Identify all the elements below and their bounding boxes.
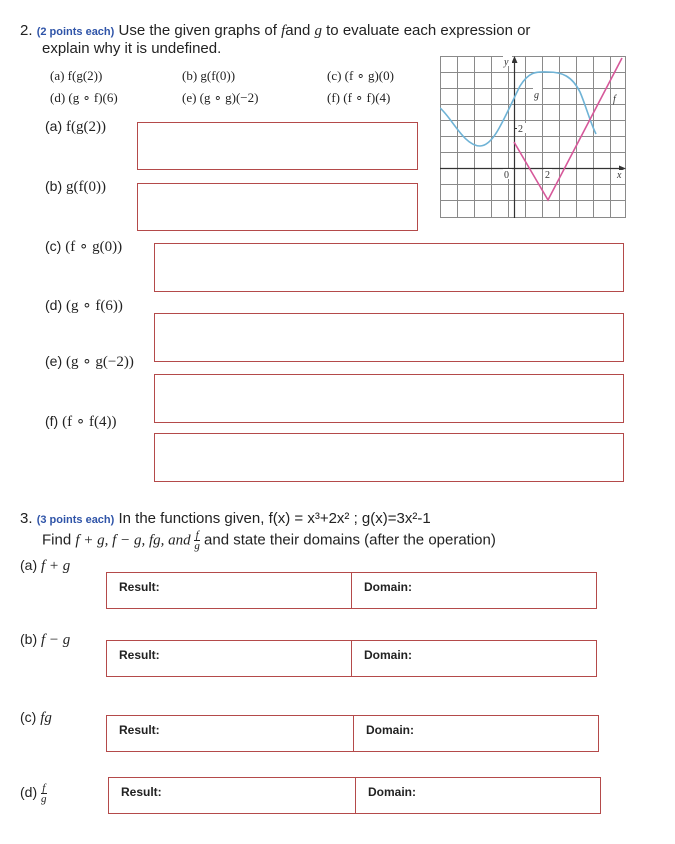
answer-d-expr: (g ∘ f(6)) [66, 298, 123, 314]
q2-answer-label-e [45, 352, 134, 371]
q2-answer-label-d [45, 296, 123, 315]
result-cell-a[interactable] [106, 572, 352, 609]
part-d-frac-num: f [42, 782, 46, 794]
domain-cell-c[interactable] [353, 715, 599, 752]
y-axis-arrow [512, 56, 518, 63]
answer-box-c[interactable] [154, 243, 624, 292]
x-axis-label: x [617, 170, 622, 181]
part-c-prefix: (c) [20, 709, 41, 725]
x-tick-label: 2 [545, 170, 550, 181]
result-label-c: Result: [119, 723, 160, 737]
q3-line1: In the functions given, f(x) = x³+2x² ; g(x)=3x²-1 [118, 510, 431, 527]
q2-number: 2. [20, 22, 33, 39]
answer-box-b[interactable] [137, 183, 418, 231]
q3-instruction-end: and state their domains (after the operation) [199, 531, 496, 549]
q2-subitem-c: (c) (f ∘ g)(0) [327, 68, 394, 83]
q2-answer-label-c [45, 237, 122, 256]
answer-box-e[interactable] [154, 374, 624, 423]
q3-number: 3. [20, 510, 33, 527]
q3-part-c-label [20, 709, 52, 727]
g-label: g [534, 90, 539, 101]
answer-a-expr: f(g(2)) [66, 119, 106, 135]
domain-cell-d[interactable] [355, 777, 601, 814]
part-b-expr: f − g [41, 632, 71, 648]
q2-subitem-b: (b) g(f(0)) [182, 68, 236, 83]
answer-box-d[interactable] [154, 313, 624, 362]
q2-instruction-end: to evaluate each expression or [321, 22, 531, 39]
q2-answer-label-f [45, 412, 116, 431]
origin-label: 0 [504, 170, 509, 181]
answer-f-prefix: (f) [45, 413, 63, 429]
answer-b-prefix: (b) [45, 178, 66, 194]
q2-subitem-f: (f) (f ∘ f)(4) [327, 90, 391, 105]
part-b-prefix: (b) [20, 631, 41, 647]
q3-frac-den: g [194, 540, 200, 552]
q2-answer-label-a [45, 118, 106, 136]
q3-part-d-label [20, 783, 47, 804]
domain-label-d: Domain: [368, 785, 416, 799]
part-a-prefix: (a) [20, 557, 41, 573]
graph-grid [440, 56, 626, 218]
q2-instruction-line2: explain why it is undefined. [42, 40, 222, 57]
q2-subitem-a: (a) f(g(2)) [50, 68, 103, 83]
q2-answer-label-b [45, 178, 106, 196]
answer-box-a[interactable] [137, 122, 418, 170]
q3-points: (3 points each) [36, 514, 115, 526]
result-label-b: Result: [119, 648, 160, 662]
y-axis-label: y [504, 57, 509, 68]
result-cell-c[interactable] [106, 715, 354, 752]
q2-instruction: Use the given graphs of [118, 22, 282, 39]
result-label-d: Result: [121, 785, 162, 799]
part-d-frac-den: g [41, 793, 47, 805]
part-d-prefix: (d) [20, 784, 41, 801]
q2-and: and [285, 22, 311, 39]
q2-points: (2 points each) [36, 26, 115, 38]
answer-e-prefix: (e) [45, 353, 66, 369]
q3-find: Find [42, 531, 76, 549]
q3-operations: f + g, f − g, fg, and [75, 532, 195, 549]
answer-f-expr: (f ∘ f(4)) [62, 414, 117, 430]
function-graph [440, 56, 626, 218]
answer-c-prefix: (c) [45, 238, 66, 254]
q3-part-a-label [20, 557, 70, 575]
domain-label-a: Domain: [364, 580, 412, 594]
q2-subitem-d: (d) (g ∘ f)(6) [50, 90, 118, 105]
q2-f-var: f [281, 23, 286, 39]
answer-b-expr: g(f(0)) [66, 179, 106, 195]
answer-box-f[interactable] [154, 433, 624, 482]
result-label-a: Result: [119, 580, 160, 594]
f-curve [514, 58, 622, 200]
part-d-fraction [41, 783, 47, 804]
domain-cell-b[interactable] [351, 640, 597, 677]
q3-part-b-label [20, 631, 70, 649]
q3-header [20, 510, 431, 529]
result-cell-b[interactable] [106, 640, 352, 677]
domain-label-c: Domain: [366, 723, 414, 737]
q2-subitem-e: (e) (g ∘ g)(−2) [182, 90, 259, 105]
answer-c-expr: (f ∘ g(0)) [65, 239, 123, 255]
q2-header [20, 22, 530, 41]
y-tick-label: 2 [518, 124, 523, 135]
part-a-expr: f + g [41, 558, 71, 574]
q2-g-var: g [314, 23, 322, 39]
answer-e-expr: (g ∘ g(−2)) [66, 354, 134, 370]
q3-line2 [42, 530, 496, 551]
q3-frac-num: f [195, 529, 199, 541]
domain-label-b: Domain: [364, 648, 412, 662]
domain-cell-a[interactable] [351, 572, 597, 609]
answer-a-prefix: (a) [45, 118, 66, 134]
f-label: f [613, 94, 616, 105]
result-cell-d[interactable] [108, 777, 356, 814]
part-c-expr: fg [40, 710, 52, 726]
answer-d-prefix: (d) [45, 297, 66, 313]
